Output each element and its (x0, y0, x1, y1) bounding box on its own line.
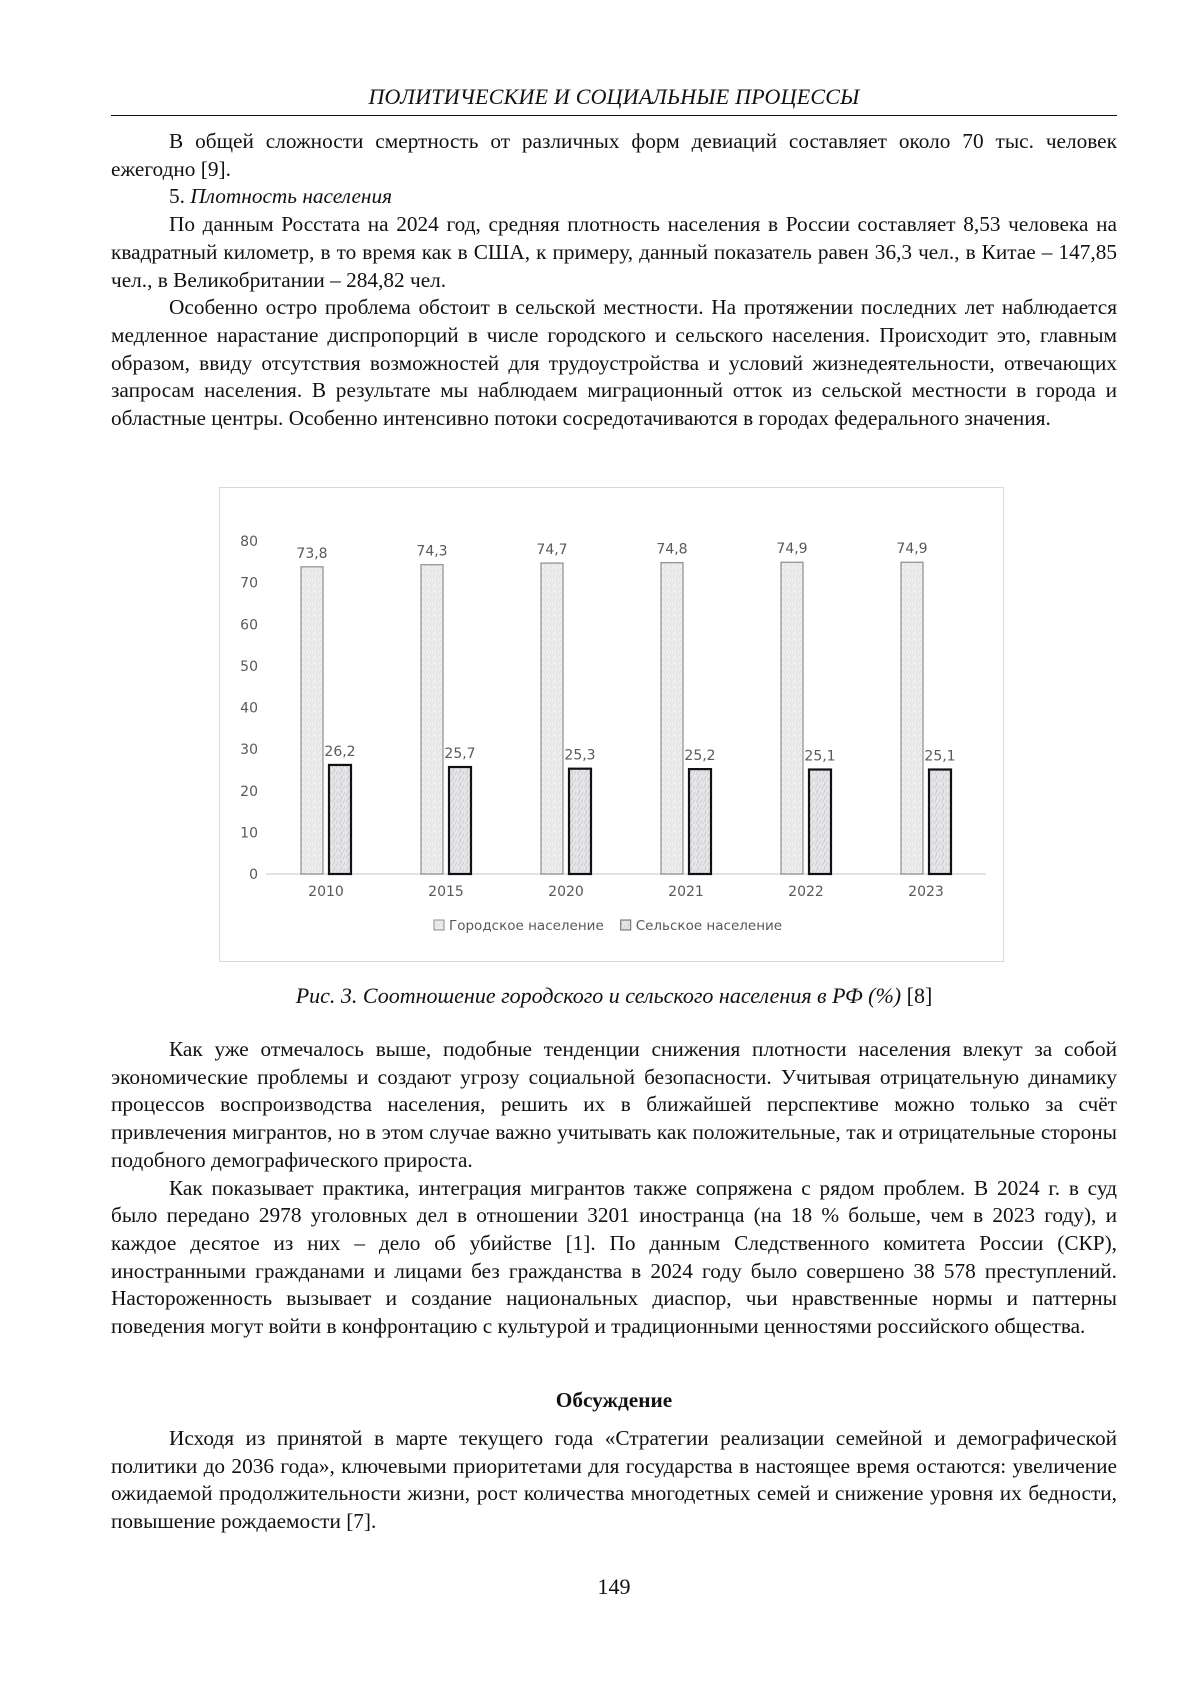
page-number: 149 (597, 1574, 631, 1599)
bar-rural-2022 (809, 770, 831, 874)
data-label-urban: 74,9 (776, 541, 808, 558)
y-tick-label: 40 (240, 700, 258, 717)
body-text-discussion (111, 1425, 1117, 1536)
legend (434, 918, 782, 934)
y-tick-label: 30 (240, 742, 258, 759)
data-label-rural: 25,1 (804, 748, 836, 765)
legend-swatch-urban (434, 920, 444, 930)
paragraph-strategy: Исходя из принятой в марте текущего года «Стратегии реализации семейной и демографической политики до 2036 года», ключевыми приоритетами для государства в настоящее время остаются: увеличение ожидаемой продолжительности жизни, рост количества многодетных семей и снижение уровня их бедности, повышение рождаемости [7]. (111, 1426, 1117, 1534)
caption-text: Рис. 3. Соотношение городского и сельского населения в РФ (%) (295, 983, 902, 1008)
bar-urban-2020 (541, 563, 563, 874)
bar-data-labels (296, 541, 955, 764)
paragraph-rural: Особенно остро проблема обстоит в сельской местности. На протяжении последних лет наблюдается медленное нарастание диспропорций в числе городского и сельского населения. Происходит это, главным образом, ввиду отсутствия возможностей для трудоустройства и условий жизнедеятельности, отвечающих запросам населения. В результате мы наблюдаем миграционный отток из сельской местности в города и областные центры. Особенно интенсивно потоки сосредотачиваются в городах федерального значения. (111, 295, 1117, 431)
paragraph-migrant-crime: Как показывает практика, интеграция мигрантов также сопряжена с рядом проблем. В 2024 г. в суд было передано 2978 уголовных дел в отношении 3201 иностранца (на 18 % больше, чем в 2023 году), и каждое десятое из них – дело об убийстве [1]. По данным Следственного комитета России (СКР), иностранными гражданами и лицами без гражданства в 2024 году было совершено 38 578 преступлений. Настороженность вызывает и создание национальных диаспор, чьи нравственные нормы и паттерны поведения могут войти в конфронтацию с культурой и традиционными ценностями российского общества. (111, 1175, 1117, 1339)
y-axis-labels (240, 534, 258, 883)
bar-rural-2020 (569, 769, 591, 874)
discussion-heading: Обсуждение (555, 1388, 673, 1412)
data-label-urban: 73,8 (296, 545, 328, 562)
data-label-rural: 25,1 (924, 748, 956, 765)
bar-urban-2022 (781, 562, 803, 874)
paragraph-deviation-mortality: В общей сложности смертность от различных форм девиаций составляет около 70 тыс. человек ежегодно [9]. (111, 129, 1117, 181)
bars (301, 562, 951, 874)
x-tick-label: 2010 (308, 884, 344, 900)
chart-urban-rural (219, 487, 1004, 962)
bar-rural-2021 (689, 769, 711, 874)
bar-urban-2021 (661, 563, 683, 874)
caption-reference: [8] (901, 983, 933, 1008)
legend-label-rural: Сельское население (635, 918, 783, 934)
data-label-urban: 74,7 (536, 542, 568, 559)
figure-caption (111, 983, 1117, 1009)
x-axis-labels (308, 884, 944, 900)
chart-svg (220, 488, 1005, 963)
bar-urban-2015 (421, 565, 443, 874)
running-header: ПОЛИТИЧЕСКИЕ И СОЦИАЛЬНЫЕ ПРОЦЕССЫ (368, 84, 860, 109)
paragraph-migrants-need: Как уже отмечалось выше, подобные тенденции снижения плотности населения влекут за собой экономические проблемы и создают угрозу социальной безопасности. Учитывая отрицательную динамику процессов воспроизводства населения, решить их в ближайшей перспективе можно только за счёт привлечения мигрантов, но в этом случае важно учитывать как положительные, так и отрицательные стороны подобного демографического прироста. (111, 1037, 1117, 1172)
section-number: 5. (169, 184, 191, 209)
data-label-urban: 74,3 (416, 543, 448, 560)
y-tick-label: 60 (240, 617, 258, 634)
data-label-urban: 74,9 (896, 541, 928, 558)
body-text-bottom (111, 1036, 1117, 1341)
paragraph-density: По данным Росстата на 2024 год, средняя плотность населения в России составляет 8,53 человека на квадратный километр, в то время как в США, к примеру, данный показатель равен 36,3 чел., в Китае – 147,85 чел., в Великобритании – 284,82 чел. (111, 212, 1117, 292)
body-text-top (111, 128, 1117, 433)
x-tick-label: 2023 (908, 884, 944, 900)
y-tick-label: 80 (240, 534, 258, 550)
x-tick-label: 2022 (788, 884, 824, 900)
legend-swatch-rural (621, 920, 631, 930)
y-tick-label: 70 (240, 575, 258, 592)
data-label-rural: 25,3 (564, 747, 596, 764)
bar-rural-2023 (929, 770, 951, 874)
y-tick-label: 50 (240, 658, 258, 675)
y-tick-label: 0 (249, 867, 258, 883)
section-name: Плотность населения (190, 184, 393, 209)
data-label-urban: 74,8 (656, 541, 688, 558)
bar-rural-2015 (449, 767, 471, 874)
legend-label-urban: Городское население (449, 918, 604, 934)
bar-urban-2023 (901, 562, 923, 874)
bar-rural-2010 (329, 765, 351, 874)
y-tick-label: 10 (240, 825, 258, 842)
section-heading (111, 183, 1117, 211)
x-tick-label: 2021 (668, 884, 704, 900)
y-tick-label: 20 (240, 783, 258, 800)
data-label-rural: 25,7 (444, 746, 476, 763)
x-tick-label: 2015 (428, 884, 464, 900)
data-label-rural: 25,2 (684, 748, 716, 765)
header-rule (111, 115, 1117, 116)
data-label-rural: 26,2 (324, 743, 356, 760)
x-tick-label: 2020 (548, 884, 584, 900)
bar-urban-2010 (301, 567, 323, 874)
